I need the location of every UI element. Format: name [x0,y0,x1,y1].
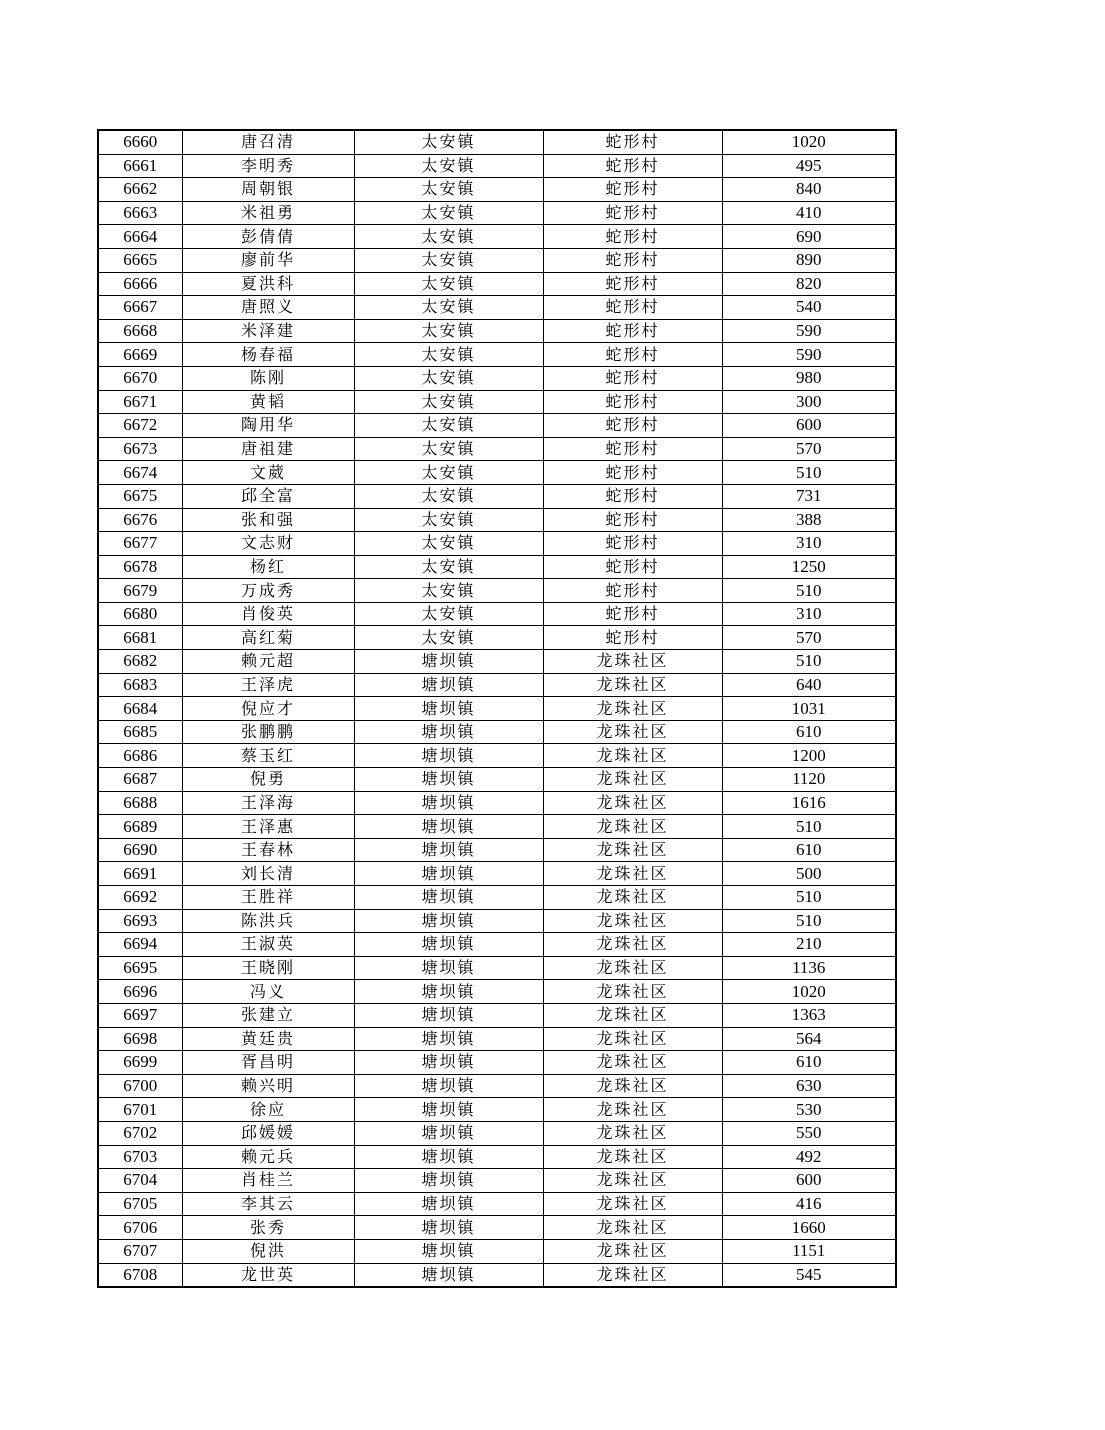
cell-town: 塘坝镇 [354,1003,543,1027]
cell-amount: 210 [722,933,896,957]
cell-serial-number: 6691 [98,862,182,886]
cell-town: 太安镇 [354,343,543,367]
cell-amount: 300 [722,390,896,414]
table-row [98,1145,896,1169]
cell-village: 蛇形村 [543,626,722,650]
cell-amount: 510 [722,886,896,910]
cell-amount: 1616 [722,791,896,815]
cell-person-name: 黄韬 [182,390,354,414]
cell-amount: 1363 [722,1003,896,1027]
cell-serial-number: 6706 [98,1216,182,1240]
cell-village: 龙珠社区 [543,1239,722,1263]
table-row [98,838,896,862]
table-row [98,720,896,744]
table-row [98,768,896,792]
cell-serial-number: 6680 [98,602,182,626]
cell-town: 太安镇 [354,296,543,320]
cell-person-name: 王胜祥 [182,886,354,910]
table-row [98,272,896,296]
table-row [98,1051,896,1075]
cell-town: 塘坝镇 [354,1098,543,1122]
cell-town: 塘坝镇 [354,1051,543,1075]
cell-serial-number: 6676 [98,508,182,532]
cell-amount: 570 [722,626,896,650]
cell-town: 太安镇 [354,508,543,532]
cell-town: 塘坝镇 [354,1216,543,1240]
cell-village: 蛇形村 [543,390,722,414]
cell-town: 太安镇 [354,532,543,556]
cell-serial-number: 6669 [98,343,182,367]
cell-person-name: 王泽海 [182,791,354,815]
cell-town: 塘坝镇 [354,815,543,839]
cell-serial-number: 6681 [98,626,182,650]
cell-person-name: 倪勇 [182,768,354,792]
cell-serial-number: 6701 [98,1098,182,1122]
cell-village: 蛇形村 [543,319,722,343]
cell-village: 龙珠社区 [543,1169,722,1193]
cell-village: 蛇形村 [543,201,722,225]
cell-village: 蛇形村 [543,484,722,508]
cell-person-name: 倪洪 [182,1239,354,1263]
cell-serial-number: 6683 [98,673,182,697]
cell-town: 塘坝镇 [354,933,543,957]
cell-town: 塘坝镇 [354,697,543,721]
table-row [98,1121,896,1145]
table-row [98,579,896,603]
cell-town: 塘坝镇 [354,1263,543,1287]
cell-amount: 1660 [722,1216,896,1240]
cell-amount: 510 [722,909,896,933]
cell-person-name: 张和强 [182,508,354,532]
cell-amount: 1200 [722,744,896,768]
table-row [98,673,896,697]
cell-person-name: 黄廷贵 [182,1027,354,1051]
cell-town: 太安镇 [354,225,543,249]
cell-town: 太安镇 [354,626,543,650]
cell-town: 塘坝镇 [354,1074,543,1098]
cell-person-name: 廖前华 [182,248,354,272]
cell-amount: 510 [722,650,896,674]
cell-serial-number: 6679 [98,579,182,603]
cell-serial-number: 6682 [98,650,182,674]
cell-serial-number: 6674 [98,461,182,485]
cell-person-name: 邱媛媛 [182,1121,354,1145]
cell-town: 塘坝镇 [354,720,543,744]
cell-village: 龙珠社区 [543,956,722,980]
cell-amount: 310 [722,532,896,556]
cell-person-name: 高红菊 [182,626,354,650]
cell-person-name: 赖元超 [182,650,354,674]
cell-person-name: 王泽虎 [182,673,354,697]
cell-village: 蛇形村 [543,508,722,532]
cell-serial-number: 6684 [98,697,182,721]
cell-town: 太安镇 [354,178,543,202]
cell-amount: 1020 [722,130,896,154]
table-row [98,461,896,485]
cell-person-name: 唐祖建 [182,437,354,461]
cell-person-name: 肖桂兰 [182,1169,354,1193]
cell-serial-number: 6693 [98,909,182,933]
cell-amount: 510 [722,579,896,603]
cell-amount: 600 [722,414,896,438]
cell-town: 塘坝镇 [354,909,543,933]
cell-amount: 540 [722,296,896,320]
cell-village: 龙珠社区 [543,1051,722,1075]
cell-amount: 510 [722,461,896,485]
table-row [98,650,896,674]
table-row [98,697,896,721]
table-row [98,815,896,839]
table-row [98,414,896,438]
cell-person-name: 赖元兵 [182,1145,354,1169]
cell-town: 塘坝镇 [354,1239,543,1263]
cell-person-name: 彭倩倩 [182,225,354,249]
cell-amount: 840 [722,178,896,202]
cell-serial-number: 6688 [98,791,182,815]
cell-amount: 610 [722,1051,896,1075]
cell-amount: 1250 [722,555,896,579]
cell-town: 太安镇 [354,414,543,438]
cell-amount: 690 [722,225,896,249]
cell-town: 太安镇 [354,579,543,603]
cell-amount: 570 [722,437,896,461]
cell-amount: 890 [722,248,896,272]
cell-amount: 1136 [722,956,896,980]
table-row [98,1263,896,1287]
cell-amount: 1020 [722,980,896,1004]
cell-amount: 388 [722,508,896,532]
cell-person-name: 王春林 [182,838,354,862]
cell-village: 龙珠社区 [543,838,722,862]
cell-serial-number: 6677 [98,532,182,556]
cell-village: 蛇形村 [543,602,722,626]
cell-village: 龙珠社区 [543,1192,722,1216]
cell-town: 塘坝镇 [354,862,543,886]
cell-town: 塘坝镇 [354,1121,543,1145]
cell-serial-number: 6663 [98,201,182,225]
cell-person-name: 赖兴明 [182,1074,354,1098]
table-row [98,225,896,249]
cell-person-name: 张建立 [182,1003,354,1027]
cell-amount: 980 [722,366,896,390]
cell-serial-number: 6703 [98,1145,182,1169]
cell-amount: 495 [722,154,896,178]
cell-person-name: 王泽惠 [182,815,354,839]
cell-person-name: 倪应才 [182,697,354,721]
cell-person-name: 万成秀 [182,579,354,603]
cell-village: 龙珠社区 [543,720,722,744]
table-row [98,1074,896,1098]
cell-serial-number: 6678 [98,555,182,579]
cell-person-name: 周朝银 [182,178,354,202]
cell-serial-number: 6685 [98,720,182,744]
cell-amount: 410 [722,201,896,225]
cell-serial-number: 6667 [98,296,182,320]
cell-serial-number: 6690 [98,838,182,862]
table-row [98,862,896,886]
cell-serial-number: 6698 [98,1027,182,1051]
table-row [98,956,896,980]
cell-village: 龙珠社区 [543,1263,722,1287]
cell-serial-number: 6707 [98,1239,182,1263]
cell-amount: 590 [722,343,896,367]
table-row [98,909,896,933]
table-row [98,532,896,556]
table-row [98,201,896,225]
cell-town: 塘坝镇 [354,1027,543,1051]
cell-amount: 1151 [722,1239,896,1263]
cell-village: 龙珠社区 [543,673,722,697]
cell-town: 太安镇 [354,272,543,296]
cell-town: 太安镇 [354,602,543,626]
cell-person-name: 龙世英 [182,1263,354,1287]
cell-amount: 416 [722,1192,896,1216]
cell-village: 蛇形村 [543,414,722,438]
cell-amount: 1120 [722,768,896,792]
cell-person-name: 米祖勇 [182,201,354,225]
cell-village: 蛇形村 [543,461,722,485]
table-row [98,555,896,579]
cell-village: 龙珠社区 [543,697,722,721]
cell-person-name: 张鹏鹏 [182,720,354,744]
table-row [98,602,896,626]
cell-person-name: 米泽建 [182,319,354,343]
cell-town: 太安镇 [354,484,543,508]
cell-village: 龙珠社区 [543,1121,722,1145]
cell-town: 塘坝镇 [354,1169,543,1193]
cell-village: 蛇形村 [543,154,722,178]
cell-village: 蛇形村 [543,555,722,579]
cell-person-name: 王晓刚 [182,956,354,980]
table-row [98,886,896,910]
cell-amount: 640 [722,673,896,697]
cell-serial-number: 6670 [98,366,182,390]
cell-village: 龙珠社区 [543,650,722,674]
cell-village: 龙珠社区 [543,768,722,792]
cell-village: 蛇形村 [543,532,722,556]
table-row [98,366,896,390]
cell-serial-number: 6661 [98,154,182,178]
cell-serial-number: 6668 [98,319,182,343]
cell-amount: 590 [722,319,896,343]
table-row [98,626,896,650]
cell-town: 太安镇 [354,154,543,178]
cell-serial-number: 6695 [98,956,182,980]
cell-amount: 1031 [722,697,896,721]
cell-serial-number: 6689 [98,815,182,839]
table-row [98,484,896,508]
cell-village: 龙珠社区 [543,1027,722,1051]
cell-person-name: 冯义 [182,980,354,1004]
cell-serial-number: 6708 [98,1263,182,1287]
table-row [98,1192,896,1216]
cell-village: 龙珠社区 [543,980,722,1004]
table-row [98,130,896,154]
cell-serial-number: 6700 [98,1074,182,1098]
cell-serial-number: 6660 [98,130,182,154]
cell-amount: 550 [722,1121,896,1145]
table-row [98,933,896,957]
table-row [98,343,896,367]
cell-town: 太安镇 [354,366,543,390]
cell-village: 龙珠社区 [543,933,722,957]
cell-amount: 492 [722,1145,896,1169]
cell-town: 塘坝镇 [354,650,543,674]
table-row [98,1027,896,1051]
cell-amount: 610 [722,838,896,862]
cell-person-name: 肖俊英 [182,602,354,626]
table-row [98,319,896,343]
cell-town: 太安镇 [354,390,543,414]
cell-serial-number: 6672 [98,414,182,438]
cell-village: 蛇形村 [543,579,722,603]
table-row [98,1239,896,1263]
cell-person-name: 杨红 [182,555,354,579]
cell-serial-number: 6699 [98,1051,182,1075]
cell-town: 太安镇 [354,201,543,225]
cell-village: 龙珠社区 [543,886,722,910]
cell-person-name: 张秀 [182,1216,354,1240]
cell-person-name: 李明秀 [182,154,354,178]
cell-town: 太安镇 [354,555,543,579]
cell-person-name: 文葳 [182,461,354,485]
cell-person-name: 陈刚 [182,366,354,390]
table-body [98,130,896,1287]
table-row [98,1098,896,1122]
cell-town: 塘坝镇 [354,956,543,980]
cell-town: 塘坝镇 [354,1145,543,1169]
cell-village: 龙珠社区 [543,862,722,886]
cell-person-name: 夏洪科 [182,272,354,296]
cell-serial-number: 6687 [98,768,182,792]
cell-serial-number: 6704 [98,1169,182,1193]
cell-town: 塘坝镇 [354,980,543,1004]
cell-person-name: 邱全富 [182,484,354,508]
cell-town: 塘坝镇 [354,768,543,792]
cell-person-name: 陈洪兵 [182,909,354,933]
cell-town: 太安镇 [354,130,543,154]
cell-town: 太安镇 [354,461,543,485]
cell-village: 蛇形村 [543,178,722,202]
cell-person-name: 蔡玉红 [182,744,354,768]
cell-village: 龙珠社区 [543,1074,722,1098]
table-row [98,508,896,532]
cell-town: 塘坝镇 [354,838,543,862]
cell-serial-number: 6664 [98,225,182,249]
table-row [98,1216,896,1240]
cell-person-name: 徐应 [182,1098,354,1122]
cell-amount: 600 [722,1169,896,1193]
cell-amount: 510 [722,815,896,839]
cell-serial-number: 6673 [98,437,182,461]
cell-town: 塘坝镇 [354,886,543,910]
cell-person-name: 杨春福 [182,343,354,367]
cell-serial-number: 6697 [98,1003,182,1027]
cell-serial-number: 6705 [98,1192,182,1216]
table-row [98,1169,896,1193]
cell-village: 龙珠社区 [543,909,722,933]
cell-person-name: 唐召清 [182,130,354,154]
cell-serial-number: 6675 [98,484,182,508]
cell-amount: 530 [722,1098,896,1122]
cell-person-name: 唐照义 [182,296,354,320]
cell-town: 塘坝镇 [354,673,543,697]
cell-town: 塘坝镇 [354,744,543,768]
cell-serial-number: 6696 [98,980,182,1004]
cell-village: 龙珠社区 [543,1216,722,1240]
cell-person-name: 王淑英 [182,933,354,957]
cell-village: 蛇形村 [543,343,722,367]
table-row [98,178,896,202]
cell-village: 龙珠社区 [543,791,722,815]
cell-village: 蛇形村 [543,225,722,249]
cell-town: 塘坝镇 [354,1192,543,1216]
table-row [98,980,896,1004]
table-row [98,437,896,461]
cell-town: 塘坝镇 [354,791,543,815]
cell-village: 蛇形村 [543,296,722,320]
cell-village: 蛇形村 [543,437,722,461]
cell-village: 蛇形村 [543,130,722,154]
cell-village: 蛇形村 [543,248,722,272]
cell-serial-number: 6666 [98,272,182,296]
cell-amount: 564 [722,1027,896,1051]
data-table [97,129,897,1288]
table-row [98,744,896,768]
cell-amount: 545 [722,1263,896,1287]
cell-person-name: 陶用华 [182,414,354,438]
cell-person-name: 胥昌明 [182,1051,354,1075]
cell-amount: 630 [722,1074,896,1098]
cell-serial-number: 6665 [98,248,182,272]
cell-village: 龙珠社区 [543,815,722,839]
cell-amount: 731 [722,484,896,508]
cell-serial-number: 6692 [98,886,182,910]
table-row [98,1003,896,1027]
cell-amount: 610 [722,720,896,744]
cell-amount: 310 [722,602,896,626]
cell-amount: 500 [722,862,896,886]
cell-serial-number: 6662 [98,178,182,202]
cell-person-name: 文志财 [182,532,354,556]
table-row [98,791,896,815]
table-row [98,390,896,414]
cell-town: 太安镇 [354,248,543,272]
cell-town: 太安镇 [354,319,543,343]
table-row [98,296,896,320]
cell-village: 龙珠社区 [543,744,722,768]
table-row [98,154,896,178]
cell-village: 蛇形村 [543,272,722,296]
cell-village: 龙珠社区 [543,1145,722,1169]
cell-town: 太安镇 [354,437,543,461]
cell-serial-number: 6671 [98,390,182,414]
cell-serial-number: 6686 [98,744,182,768]
table-row [98,248,896,272]
cell-serial-number: 6702 [98,1121,182,1145]
cell-amount: 820 [722,272,896,296]
cell-village: 龙珠社区 [543,1098,722,1122]
cell-village: 蛇形村 [543,366,722,390]
cell-person-name: 李其云 [182,1192,354,1216]
cell-serial-number: 6694 [98,933,182,957]
cell-person-name: 刘长清 [182,862,354,886]
cell-village: 龙珠社区 [543,1003,722,1027]
